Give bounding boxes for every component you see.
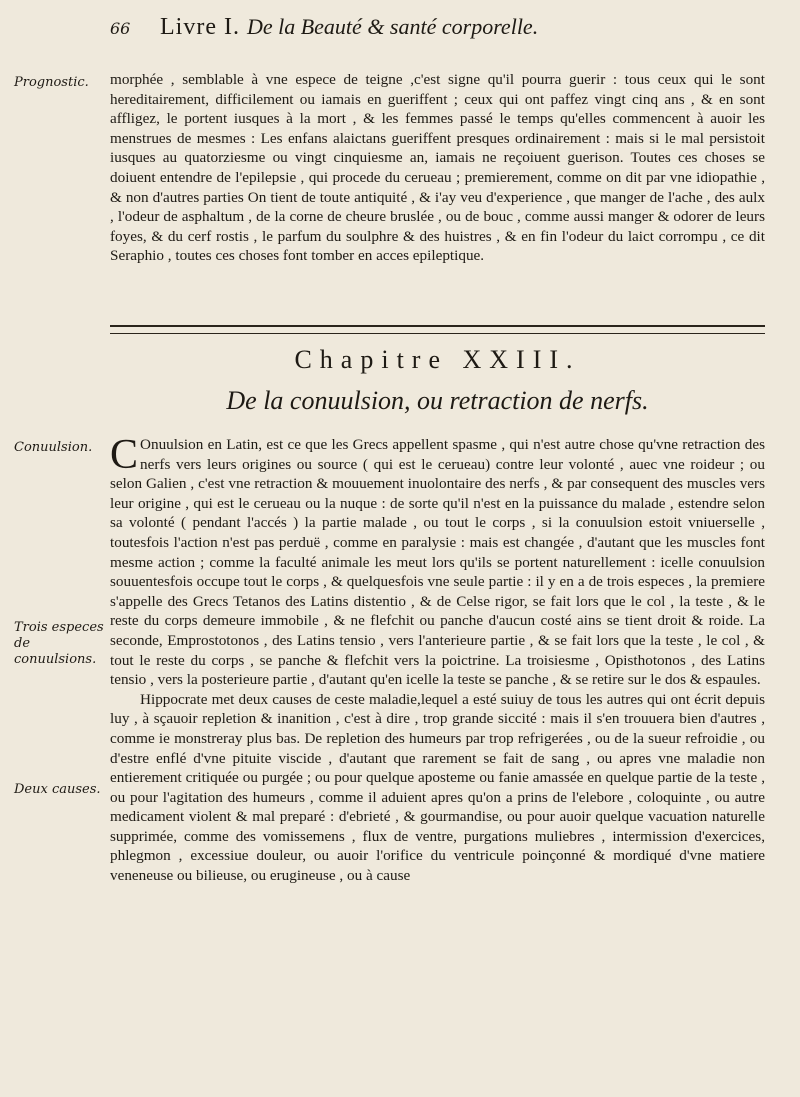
margin-note-two-causes: Deux causes. [14, 782, 101, 797]
running-title [160, 14, 538, 41]
chapter-body [110, 432, 765, 886]
margin-note-three-species: Trois especes de conuulsions. [14, 620, 104, 667]
running-header [110, 14, 750, 54]
book-label: Livre I. [160, 14, 240, 40]
page-number: 66 [110, 19, 131, 38]
margin-note-prognostic: Prognostic. [14, 75, 89, 90]
chapter-title: Chapitre XXIII. [294, 345, 581, 374]
paragraph-definition-text: Onuulsion en Latin, est ce que les Grecs appellent spasme , qui n'est autre chose qu'vne retraction des nerfs vers leurs origines ou source ( qui est le cerueau) contre leur volonté , auec vne roideur ; ou selon Galien , c'est vne retraction & mouuement inuolontaire des nerfs , & par consequent des muscles vers leur origine , qui est le cerueau ou la nuque : de sorte qu'il n'est en la puissance du malade , estendre selon sa volonté ( pendant l'accés ) la partie malade , ou tout le corps , si la conuulsion estoit vniuerselle , toutesfois l'action n'est pas perduë , comme en paralysie : mais est changée , d'autant que les muscles font mesme action ; comme la faculté animale les meut lors qu'ils se portent naturellement : icelle conuulsion souuentesfois occupe tout le corps , & quelquesfois vne seule partie : il y en a de trois especes , la premiere s'appelle des Grecs Tetanos des Latins distentio , & de Celse rigor, se fait lors que le col , la teste , & le reste du corps demeure immobile , & ne flefchit ou panche d'aucun costé ains se tient droit & roide. La seconde, Emprostotonos , des Latins tensio , vers l'anterieure partie , & se fait lors que la teste , le col , & tout le reste du corps , se panche & flefchit vers la poictrine. La troisiesme , Opisthotonos , des Latins tensio , vers la posterieure partie , d'autant qu'en icelle la teste se panche , & se retire sur le dos & espaules. [110, 436, 765, 689]
paragraph-definition [110, 432, 765, 690]
chapter-rule [110, 325, 765, 334]
top-paragraph: morphée , semblable à vne espece de teigne ,c'est signe qu'il pourra guerir : tous ceux qui le sont hereditairement, difficilement ou iamais en gueriffent ; ceux qui ont paffez vingt cinq ans , & en sont affligez, le portent iusques à la mort , & les femmes passé le temps qu'elles commencent à auoir les menstrues de mesmes : Les enfans alaictans gueriffent presques ordinairement : mais si le mal persistoit iusques au quatorziesme ou vingt cinquiesme an, iamais ne reçoiuent guerison. Toutes ces choses se doiuent entendre de l'epilepsie , qui procede du cerueau ; premierement, comme on dit par vne idiopathie , & non d'autres parties On tient de toute antiquité , & i'ay veu d'experience , que manger de l'ache , des aulx , l'odeur de asphaltum , de la corne de cheure bruslée , ou de bouc , comme aussi manger & odorer de leurs foyes, & du cerf rostis , le parfum du soulphre & des huistres , & en fin l'odeur du laict corrompu , ce dit Seraphio , toutes ces choses font tomber en acces epileptique. [110, 71, 765, 265]
paragraph-causes: Hippocrate met deux causes de ceste maladie,lequel a esté suiuy de tous les autres qui ont écrit depuis luy , à sçauoir repletion & inanition , c'est à dire , trop grande siccité : mais il s'en trouuera bien d'autres , comme ie monstreray plus bas. De repletion des humeurs par trop refrigerées , ou de la sueur refroidie , ou d'estre enflé d'vne pituite viscide , d'autant que rarement se fait de sang , ou apres vne maladie non entierement critiquée ou purgée ; ou pour quelque aposteme ou fanie amassée en quelque partie de la teste , ou pour l'agitation des humeurs , comme il aduient apres qu'on a prins de l'elebore , coloquinte , ou autre medicament violent & mal preparé : d'ebrieté , & gourmandise, ou pour auoir quelque vacuation naturelle supprimée, comme des vomissemens , flux de ventre, purgations muliebres , intermission d'exercices, phlegmon , excessiue douleur, ou auoir l'orifice du ventricule poinçonné & mordiqué d'vne matiere veneneuse ou bilieuse, ou erugineuse , ou à cause [110, 690, 765, 885]
book-title: De la Beauté & santé corporelle. [246, 14, 539, 39]
drop-cap: C [110, 432, 139, 478]
margin-note-convulsion: Conuulsion. [14, 440, 93, 455]
chapter-subtitle: De la conuulsion, ou retraction de nerfs. [226, 386, 649, 415]
